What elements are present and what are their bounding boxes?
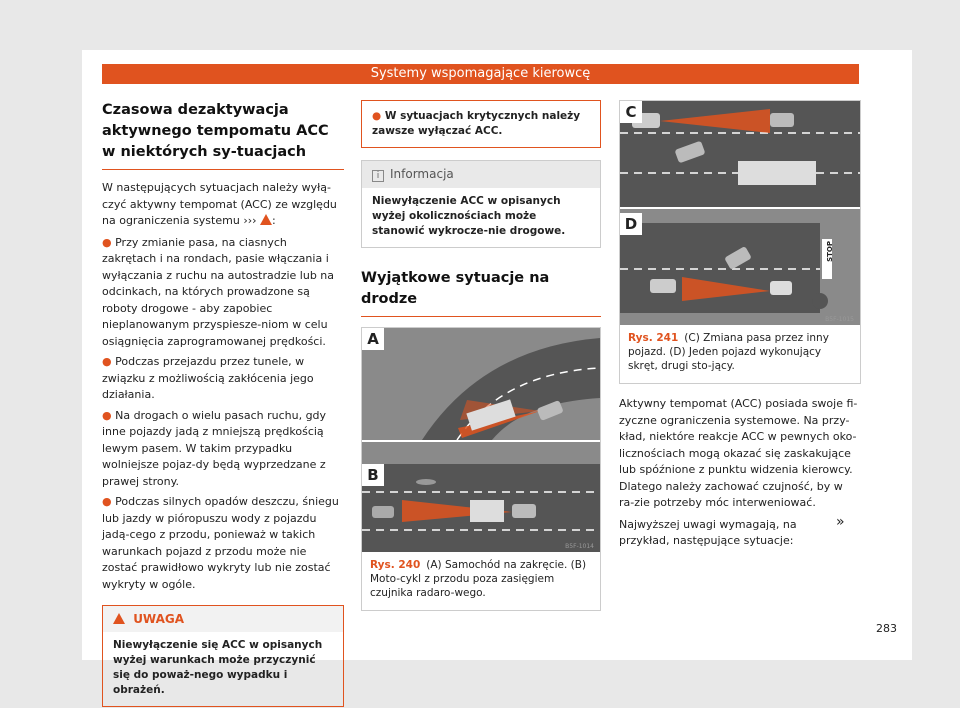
info-box-text: Niewyłączenie ACC w opisanych wyżej okolicznościach może stanowić wykrocze-nie drogowe. (372, 195, 566, 237)
bullet-item: ● Na drogach o wielu pasach ruchu, gdy inne pojazdy jadą z mniejszą prędkością lewym pasem. W takim przypadku wolniejsze pojaz-dy będą wyprzedzane z prawej strony. (102, 408, 327, 488)
page-number: 283 (876, 622, 897, 635)
motorcycle-scene-svg (362, 442, 600, 552)
warning-box-continued: ● W sytuacjach krytycznych należy zawsze wyłączać ACC. (361, 100, 601, 148)
radar-beam (660, 109, 770, 133)
column-right (619, 100, 861, 555)
continue-arrow: » (836, 514, 845, 530)
stop-text: STOP (826, 241, 834, 262)
stop-sign-icon (812, 293, 828, 309)
truck-shape (470, 500, 504, 522)
car-shape (650, 279, 676, 293)
warning-triangle-icon (113, 613, 125, 624)
info-icon: i (372, 170, 384, 182)
car-shape (512, 504, 536, 518)
figure-caption: Rys. 240 (A) Samochód na zakręcie. (B) Moto-cykl z przodu poza zasięgiem czujnika radaro-wego. (370, 559, 587, 599)
truck-shape (738, 161, 816, 185)
illustration-turning (620, 209, 860, 325)
car-shape (674, 141, 705, 164)
turning-scene-svg (620, 209, 860, 325)
car-shape (770, 281, 792, 295)
scene-label-a: A (362, 328, 384, 350)
page-header: Systemy wspomagające kierowcę (102, 64, 859, 84)
curve-scene-svg (362, 328, 600, 440)
car-shape (770, 113, 794, 127)
warning-box-text: Niewyłączenie się ACC w opisanych wyżej warunkach może przyczynić się do poważ-nego wypadku i obrażeń. (113, 639, 323, 696)
section-title-deactivation: Czasowa dezaktywacja aktywnego tempomatu ACC w niektórych sy-tuacjach (102, 102, 329, 160)
figure-code: B5F-1014 (565, 543, 594, 550)
section-title-exceptional: Wyjątkowe sytuacje na drodze (361, 270, 550, 307)
info-box (361, 160, 601, 248)
scene-label-c: C (620, 101, 642, 123)
figure-caption: Rys. 241 (C) Zmiana pasa przez inny pojazd. (D) Jeden pojazd wykonujący skręt, drugi sto-jący. (628, 332, 829, 372)
figure-240 (361, 327, 601, 611)
lane-change-scene-svg (620, 101, 860, 207)
body-paragraph: Najwyższej uwagi wymagają, na przykład, następujące sytuacje: (619, 517, 797, 547)
illustration-lane-change (620, 101, 860, 207)
warning-box-header: UWAGA (103, 606, 343, 632)
warning-triangle-icon (260, 214, 272, 225)
info-box-header: i Informacja (362, 161, 600, 188)
column-middle (361, 100, 601, 611)
bullet-item: ● Przy zmianie pasa, na ciasnych zakrętach i na rondach, pasie włączania i wyłączania z ruchu na autostradzie lub na odcinkach, na których prowadzone są roboty drogowe - aby zapobiec nieplanowanym przyspiesze-niom w celu osiągnięcia zaprogramowanej prędkości. (102, 235, 335, 348)
column-left (102, 100, 344, 707)
scene-label-b: B (362, 464, 384, 486)
illustration-curve (362, 328, 600, 440)
illustration-motorcycle (362, 442, 600, 552)
body-paragraph: Aktywny tempomat (ACC) posiada swoje fi-zyczne ograniczenia systemowe. Na przy-kład, niektóre reakcje ACC w pewnych oko-licznościach mogą okazać się zaskakujące lub spóźnione z punktu widzenia kierowcy. Dlatego należy zachować czujność, by w ra-zie potrzeby móc interweniować. (619, 397, 858, 509)
figure-code: B5F-1015 (825, 316, 854, 323)
warning-box (102, 605, 344, 707)
car-shape (372, 506, 394, 518)
bullet-item: ● Podczas przejazdu przez tunele, w związku z możliwością zakłócenia jego działania. (102, 355, 314, 401)
bullet-item: ● Podczas silnych opadów deszczu, śniegu lub jazdy w pióropuszu wody z pojazdu jadą-cego z przodu, ponieważ w takich warunkach pojazd z przodu może nie zostać prawidłowo wykryty lub nie zostać wykryty w ogóle. (102, 495, 339, 591)
intro-paragraph: W następujących sytuacjach należy wyłą-czyć aktywny tempomat (ACC) ze względu na ograniczenia systemu ››› : (102, 181, 337, 227)
section-divider (361, 316, 601, 317)
figure-241 (619, 100, 861, 384)
section-divider (102, 169, 344, 170)
motorcycle-shape (416, 479, 436, 485)
warning-continued-text: W sytuacjach krytycznych należy zawsze wyłączać ACC. (372, 110, 581, 137)
scene-label-d: D (620, 213, 642, 235)
